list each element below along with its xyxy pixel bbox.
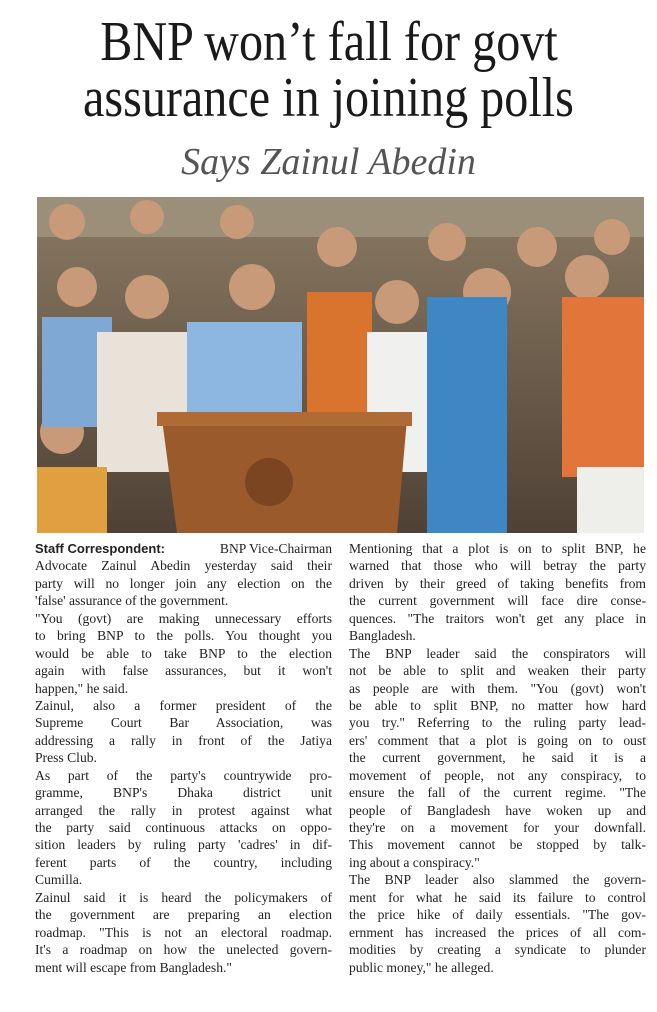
rally-photo-icon	[37, 197, 644, 533]
text-line: be able to split BNP, no matter how hard	[349, 697, 646, 713]
text-line: as people are with them. "You (govt) won't	[349, 680, 646, 696]
text-line: Press Club.	[35, 750, 97, 766]
article-paragraph	[35, 610, 332, 697]
text-line: As part of the party's countrywide pro-	[35, 767, 332, 783]
text-line: addressing a rally in front of the Jatiya	[35, 732, 332, 748]
text-line: sition leaders by ruling party 'cadres' in dif-	[35, 837, 332, 853]
byline: Staff Correspondent:	[35, 541, 165, 556]
article-paragraph	[349, 871, 646, 976]
text-line: modities by creating a syndicate to plunder	[349, 942, 646, 958]
article-paragraph	[35, 540, 332, 610]
text-line: It's a roadmap on how the unelected govern-	[35, 942, 332, 958]
text-line: you try." Referring to the ruling party lead-	[349, 715, 646, 731]
article-paragraph	[349, 645, 646, 872]
subheadline: Says Zainul Abedin	[181, 141, 476, 183]
text-line: ferent parts of the country, including	[35, 854, 332, 870]
headline-line-1	[0, 11, 657, 73]
text-line: party will no longer join any election on the	[35, 575, 332, 591]
headline-text: assurance in joining polls	[83, 67, 574, 129]
text-line: the price hike of daily essentials. "The gov-	[349, 907, 646, 923]
article-paragraph	[35, 889, 332, 976]
text-line: the current government will face dire conse-	[349, 593, 646, 609]
text-line: warned that those who will betray the party	[349, 558, 646, 574]
article-column-2	[349, 540, 646, 976]
text-line: "You (govt) are making unnecessary efforts	[35, 610, 332, 626]
text-line: Supreme Court Bar Association, was	[35, 715, 332, 731]
text-line: ing about a conspiracy."	[349, 854, 480, 870]
text-line: they're on a movement for your downfall.	[349, 820, 646, 835]
text-line: Zainul, also a former president of the	[35, 697, 332, 713]
text-line: ernment has increased the prices of all com-	[349, 924, 646, 940]
text-line: the current government, he said it is a	[349, 750, 646, 766]
headline-text: BNP won’t fall for govt	[99, 11, 558, 73]
text-line: public money," he alleged.	[349, 959, 494, 975]
text-line: would be able to take BNP to the election	[35, 645, 332, 661]
text-line: to bring BNP to the polls. You thought you	[35, 628, 332, 644]
text-line: roadmap. "This is not an electoral roadmap.	[35, 924, 332, 940]
text-line: movement of people, not any conspiracy, to	[349, 767, 646, 783]
text-line: ment will escape from Bangladesh."	[35, 959, 232, 975]
text-line: This movement cannot be stopped by talk-	[349, 837, 646, 853]
text-line: people of Bangladesh have woken up and	[349, 802, 646, 818]
text-line: the government are preparing an election	[35, 907, 332, 923]
text-line: The BNP leader also slammed the govern-	[349, 872, 646, 888]
text-line: Bangladesh.	[349, 628, 416, 644]
article-paragraph	[349, 540, 646, 645]
text-line: The BNP leader said the conspirators will	[349, 645, 646, 661]
text-line: not be able to split and weaken their party	[349, 663, 646, 679]
text-line: driven by their greed of taking benefits from	[349, 575, 646, 591]
text-line: quences. "The traitors won't get any place in	[349, 610, 646, 626]
headline-line-2	[0, 67, 657, 129]
text-line: the party said continuous attacks on oppo-	[35, 820, 332, 835]
text-line: ensure the fall of the current regime. "The	[349, 785, 646, 801]
text-line: Cumilla.	[35, 872, 83, 888]
text-line: again with false assurances, but it won't	[35, 663, 332, 679]
text-line: Mentioning that a plot is on to split BNP, he	[349, 541, 646, 556]
text-line: arranged the rally in protest against what	[35, 802, 332, 818]
text-line: ers' comment that a plot is going on to oust	[349, 732, 646, 748]
text-line: ment for what he said its failure to control	[349, 889, 646, 905]
rally-photo	[37, 197, 644, 533]
text-line: Zainul said it is heard the policymakers of	[35, 889, 332, 905]
text-line: 'false' assurance of the government.	[35, 593, 229, 609]
text-line: Advocate Zainul Abedin yesterday said their	[35, 558, 332, 574]
text-line	[35, 540, 332, 557]
text-line: gramme, BNP's Dhaka district unit	[35, 785, 332, 801]
article-paragraph	[35, 767, 332, 889]
article-paragraph	[35, 697, 332, 767]
text-line: happen," he said.	[35, 680, 129, 696]
article-column-1	[35, 540, 332, 976]
text-line-content: BNP Vice-Chairman	[219, 541, 332, 556]
